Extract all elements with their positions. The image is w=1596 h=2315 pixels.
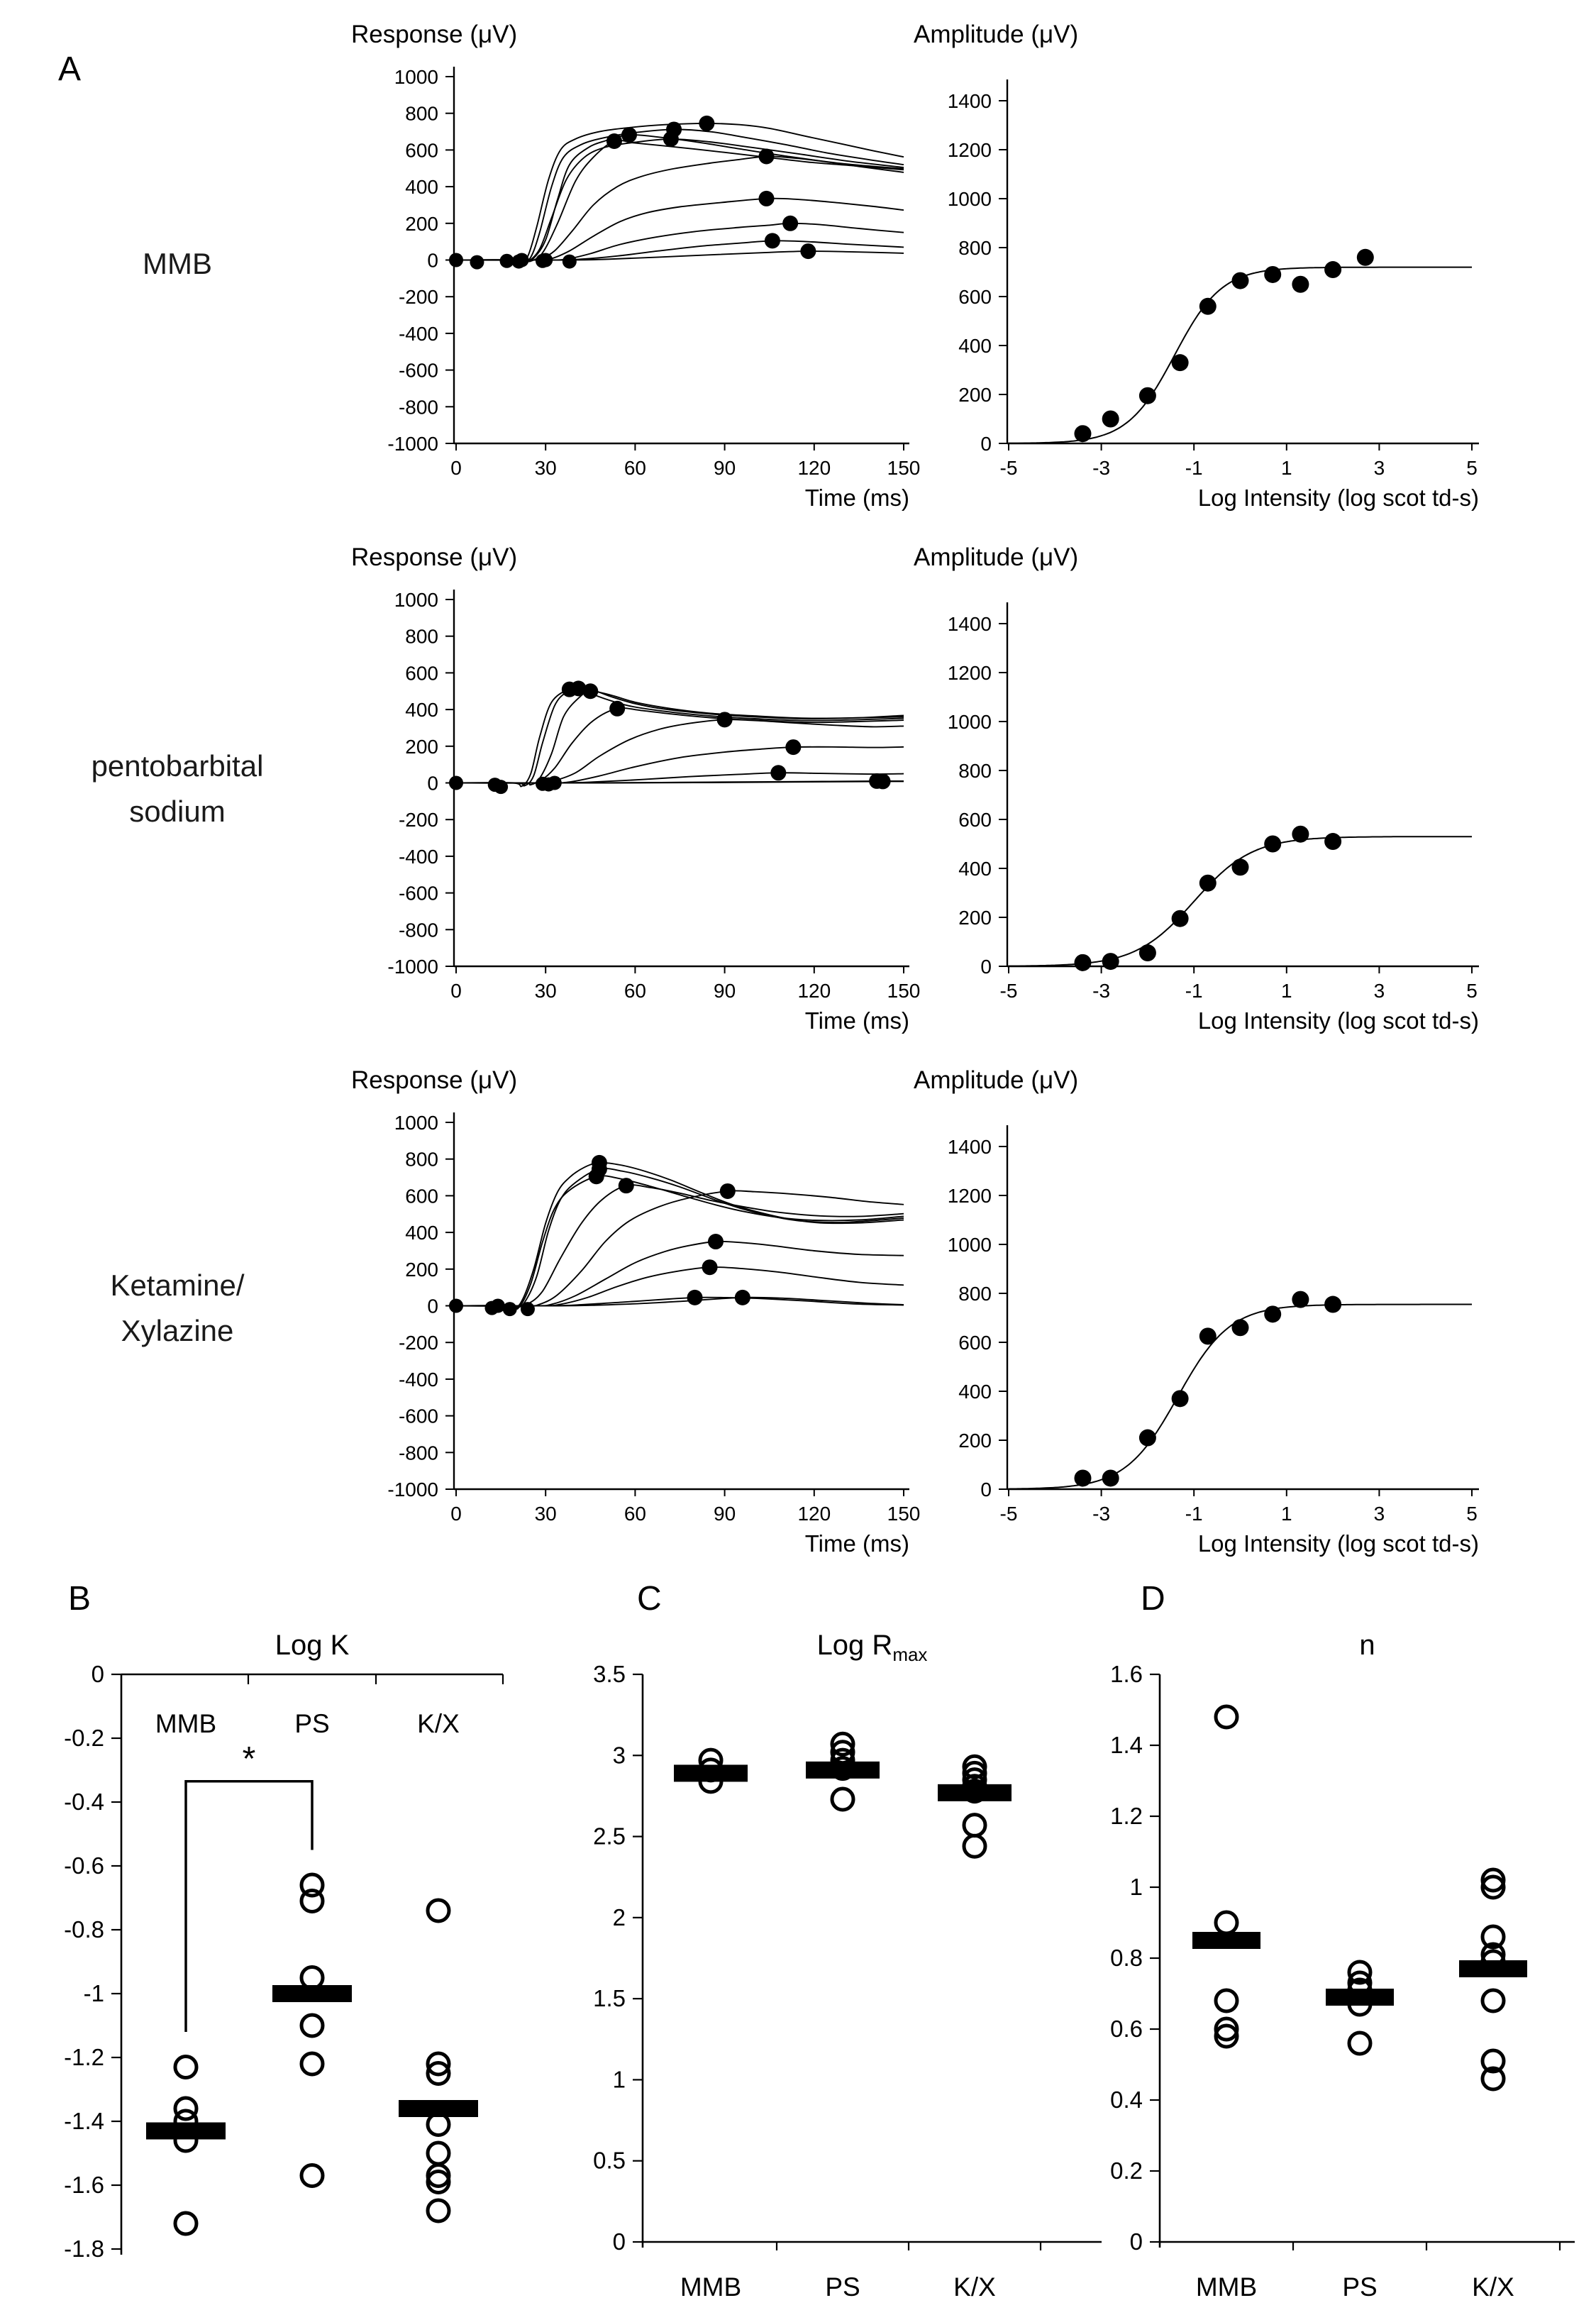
n-ytick: 0.2 [1110,2157,1143,2184]
n-title: n [1359,1630,1375,1661]
ps-intensity-chart [914,543,1479,1034]
log-k-mean-bar-2 [272,1985,352,2002]
ps-intensity-xtick: 3 [1373,980,1385,1002]
log-k-ytick: 0 [91,1661,104,1687]
kx-intensity-xtick: 3 [1373,1503,1385,1525]
n-ytick: 0.6 [1110,2016,1143,2042]
ps-intensity-ytick: 800 [958,760,992,782]
kx-intensity-ytick: 0 [980,1479,992,1501]
kx-intensity-xtick: -1 [1185,1503,1203,1525]
log-rmax-ytick: 1.5 [593,1985,626,2012]
n-group-kx [1459,1869,1527,2089]
log-k-mean-bar-3 [399,2100,478,2117]
mmb-intensity-ytick: 800 [958,237,992,259]
kx-traces-trace-1 [456,1163,904,1309]
log-k-ytick: -1 [83,1980,104,2006]
ps-traces-xtick: 120 [797,980,831,1002]
ps-intensity-ytick: 200 [958,907,992,929]
kx-traces-ytick: -200 [398,1332,438,1354]
log-rmax-group-ps [806,1733,880,1810]
mmb-traces-ytick: -1000 [387,433,438,455]
mmb-traces-xtick: 30 [534,457,557,479]
mmb-intensity-title: Amplitude (μV) [914,21,1079,48]
ps-traces-trace-4 [456,708,904,783]
kx-traces-xtick: 0 [450,1503,462,1525]
kx-traces-chart [351,1066,920,1557]
log-rmax-group-kx [938,1756,1012,1857]
n-ytick: 1.6 [1110,1661,1143,1687]
kx-intensity-ytick: 200 [958,1430,992,1452]
ps-intensity-xlabel: Log Intensity (log scot td-s) [1197,1007,1479,1034]
mmb-traces-trace-6 [456,156,904,260]
mmb-traces-ytick: 200 [405,212,438,235]
kx-traces-xtick: 30 [534,1503,557,1525]
log-rmax-ytick: 3 [612,1742,626,1769]
log-k-category-3: K/X [417,1709,460,1738]
kx-intensity-xtick: 1 [1281,1503,1292,1525]
n-mean-bar-3 [1459,1960,1527,1977]
ps-intensity-xtick: 1 [1281,980,1292,1002]
ps-traces-ytick: 600 [405,662,438,685]
kx-traces-trace-6 [456,1242,904,1306]
mmb-traces-chart [351,21,920,511]
mmb-traces-title: Response (μV) [351,21,518,48]
row-label-ketamine-line2: Xylazine [121,1314,234,1347]
log-rmax-ytick: 2.5 [593,1823,626,1850]
mmb-traces-ytick: -400 [398,322,438,345]
log-rmax-ytick: 1 [612,2066,626,2093]
ps-intensity-ytick: 1000 [947,711,992,733]
kx-traces-ytick: -600 [398,1405,438,1427]
kx-intensity-ytick: 1400 [947,1136,992,1158]
log-k-ytick: -1.4 [64,2108,104,2134]
ps-traces-ytick: 200 [405,735,438,758]
log-k-chart [64,1630,503,2262]
n-ytick: 1.2 [1110,1803,1143,1829]
ps-traces-series [456,688,904,786]
mmb-traces-ytick: 0 [427,249,438,272]
log-k-group-mmb [146,2057,226,2235]
ps-traces-peak-dots [449,680,891,794]
kx-traces-ytick: 0 [427,1295,438,1317]
mmb-traces-xlabel: Time (ms) [804,485,909,511]
mmb-intensity-ytick: 400 [958,335,992,357]
kx-traces-ytick: 400 [405,1222,438,1244]
n-ytick: 1.4 [1110,1732,1143,1758]
ps-traces-trace-9 [456,781,904,783]
mmb-intensity-ytick: 1000 [947,188,992,210]
kx-traces-peak-dots [449,1155,750,1316]
ps-traces-ytick: 800 [405,625,438,648]
mmb-intensity-xtick: 3 [1373,457,1385,479]
ps-traces-xtick: 0 [450,980,462,1002]
log-k-group-kx [399,1900,478,2221]
ps-traces-ytick: 0 [427,772,438,795]
kx-intensity-xtick: -3 [1092,1503,1111,1525]
ps-traces-xtick: 60 [624,980,646,1002]
log-rmax-ytick: 0.5 [593,2147,626,2174]
log-rmax-ytick: 3.5 [593,1661,626,1687]
kx-traces-ytick: 1000 [394,1112,438,1134]
n-category-1: MMB [1195,2272,1258,2302]
ps-intensity-ytick: 1200 [947,662,992,684]
ps-intensity-xtick: -3 [1092,980,1111,1002]
ps-intensity-title: Amplitude (μV) [914,543,1079,571]
ps-traces-ytick: -600 [398,882,438,905]
ps-intensity-fit-curve [1009,836,1472,966]
log-k-ytick: -1.6 [64,2172,104,2198]
row-label-mmb: MMB [143,247,212,280]
log-rmax-mean-bar-1 [674,1764,748,1781]
log-k-ytick: -0.6 [64,1852,104,1879]
ps-traces-ytick: -800 [398,919,438,941]
ps-traces-title: Response (μV) [351,543,518,571]
kx-intensity-xlabel: Log Intensity (log scot td-s) [1197,1530,1479,1557]
log-rmax-ytick: 2 [612,1904,626,1930]
ps-traces-ytick: 1000 [394,589,438,611]
kx-traces-ytick: -1000 [387,1479,438,1501]
ps-traces-xlabel: Time (ms) [804,1007,909,1034]
kx-intensity-chart [914,1066,1479,1557]
mmb-traces-xtick: 0 [450,457,462,479]
kx-intensity-ytick: 800 [958,1283,992,1305]
mmb-traces-xtick: 120 [797,457,831,479]
kx-intensity-ytick: 600 [958,1332,992,1354]
mmb-traces-ytick: 400 [405,176,438,199]
mmb-intensity-ytick: 200 [958,384,992,406]
mmb-intensity-ytick: 1200 [947,139,992,161]
row-label-pentobarbital-line2: sodium [129,795,226,828]
mmb-intensity-xlabel: Log Intensity (log scot td-s) [1197,485,1479,511]
kx-traces-xtick: 120 [797,1503,831,1525]
ps-traces-ytick: -400 [398,845,438,868]
log-rmax-ytick: 0 [612,2228,626,2255]
mmb-traces-ytick: -200 [398,286,438,309]
log-k-ytick: -0.4 [64,1789,104,1815]
ps-traces-xtick: 30 [534,980,557,1002]
kx-traces-trace-3 [456,1176,904,1309]
kx-traces-title: Response (μV) [351,1066,518,1094]
n-ytick: 1 [1129,1874,1143,1900]
mmb-traces-ytick: -800 [398,396,438,419]
kx-intensity-ytick: 1200 [947,1185,992,1207]
mmb-intensity-points [1074,249,1373,442]
n-group-mmb [1192,1706,1260,2047]
mmb-traces-xtick: 90 [714,457,736,479]
mmb-traces-trace-2 [456,129,904,262]
kx-intensity-ytick: 1000 [947,1234,992,1256]
n-ytick: 0 [1129,2228,1143,2255]
ps-traces-ytick: -1000 [387,956,438,978]
n-mean-bar-1 [1192,1932,1260,1949]
ps-traces-chart [351,543,920,1034]
mmb-traces-ytick: 1000 [394,66,438,88]
n-category-3: K/X [1472,2272,1514,2302]
ps-intensity-points [1074,826,1341,971]
kx-intensity-ytick: 400 [958,1381,992,1403]
log-rmax-mean-bar-2 [806,1762,880,1779]
log-rmax-category-1: MMB [680,2272,742,2302]
kx-traces-ytick: 800 [405,1148,438,1171]
n-chart [1110,1630,1575,2302]
ps-traces-trace-3 [456,691,904,785]
log-k-ytick: -1.2 [64,2044,104,2070]
ps-intensity-xtick: 5 [1466,980,1478,1002]
mmb-traces-series [456,123,904,263]
ps-intensity-xtick: -5 [999,980,1018,1002]
log-k-ytick: -0.2 [64,1725,104,1751]
n-group-ps [1326,1962,1394,2054]
row-label-pentobarbital-line1: pentobarbital [91,749,264,783]
kx-intensity-xtick: -5 [999,1503,1018,1525]
panel-c-letter: C [637,1580,662,1618]
mmb-traces-ytick: -600 [398,359,438,382]
log-rmax-title: Log $R_{max}$ [816,1630,928,1665]
ps-traces-trace-1 [456,688,904,785]
kx-traces-xtick: 90 [714,1503,736,1525]
n-category-2: PS [1342,2272,1378,2302]
kx-intensity-points [1074,1291,1341,1487]
ps-intensity-xtick: -1 [1185,980,1203,1002]
ps-intensity-ytick: 1400 [947,613,992,635]
mmb-intensity-chart [914,21,1479,511]
log-rmax-chart [593,1630,1102,2302]
log-k-category-1: MMB [155,1709,217,1738]
panel-a-letter: A [58,50,82,88]
log-rmax-category-3: K/X [953,2272,996,2302]
n-ytick: 0.4 [1110,2087,1143,2113]
kx-traces-trace-5 [456,1190,904,1305]
ps-intensity-ytick: 600 [958,809,992,831]
mmb-intensity-xtick: -5 [999,457,1018,479]
panel-d-letter: D [1141,1580,1165,1618]
kx-intensity-title: Amplitude (μV) [914,1066,1079,1094]
kx-traces-xtick: 150 [887,1503,921,1525]
kx-traces-xtick: 60 [624,1503,646,1525]
log-k-mean-bar-1 [146,2123,226,2140]
log-k-title: Log K [275,1630,350,1661]
log-rmax-group-mmb [674,1750,748,1792]
kx-traces-series [456,1163,904,1309]
log-k-category-2: PS [294,1709,330,1738]
n-mean-bar-2 [1326,1989,1394,2006]
kx-traces-ytick: -400 [398,1368,438,1391]
mmb-traces-ytick: 800 [405,102,438,125]
kx-traces-trace-4 [456,1185,904,1306]
mmb-traces-xtick: 60 [624,457,646,479]
mmb-traces-xtick: 150 [887,457,921,479]
mmb-intensity-ytick: 1400 [947,90,992,112]
mmb-traces-trace-1 [456,123,904,263]
ps-traces-ytick: -200 [398,809,438,831]
ps-traces-xtick: 150 [887,980,921,1002]
mmb-intensity-ytick: 600 [958,286,992,308]
panel-b-letter: B [68,1580,92,1618]
mmb-intensity-ytick: 0 [980,433,992,455]
mmb-intensity-fit-curve [1009,267,1472,443]
ps-intensity-ytick: 0 [980,956,992,978]
mmb-intensity-xtick: 1 [1281,457,1292,479]
kx-intensity-xtick: 5 [1466,1503,1478,1525]
kx-traces-ytick: -800 [398,1442,438,1464]
mmb-intensity-xtick: -1 [1185,457,1203,479]
ps-traces-xtick: 90 [714,980,736,1002]
mmb-traces-ytick: 600 [405,139,438,162]
row-label-ketamine-line1: Ketamine/ [110,1269,245,1302]
mmb-traces-peak-dots [449,116,816,270]
log-k-ytick: -0.8 [64,1916,104,1943]
kx-traces-trace-2 [456,1168,904,1308]
kx-traces-ytick: 200 [405,1258,438,1281]
log-rmax-category-2: PS [825,2272,860,2302]
mmb-intensity-xtick: -3 [1092,457,1111,479]
log-rmax-mean-bar-3 [938,1784,1012,1801]
mmb-intensity-xtick: 5 [1466,457,1478,479]
kx-traces-ytick: 600 [405,1185,438,1208]
n-ytick: 0.8 [1110,1945,1143,1971]
ps-traces-trace-2 [456,689,904,787]
kx-traces-xlabel: Time (ms) [804,1530,909,1557]
log-k-ytick: -1.8 [64,2236,104,2262]
ps-intensity-ytick: 400 [958,858,992,880]
log-k-group-ps [272,1874,352,2187]
ps-traces-ytick: 400 [405,699,438,722]
log-k-significance-star: * [242,1740,256,1778]
